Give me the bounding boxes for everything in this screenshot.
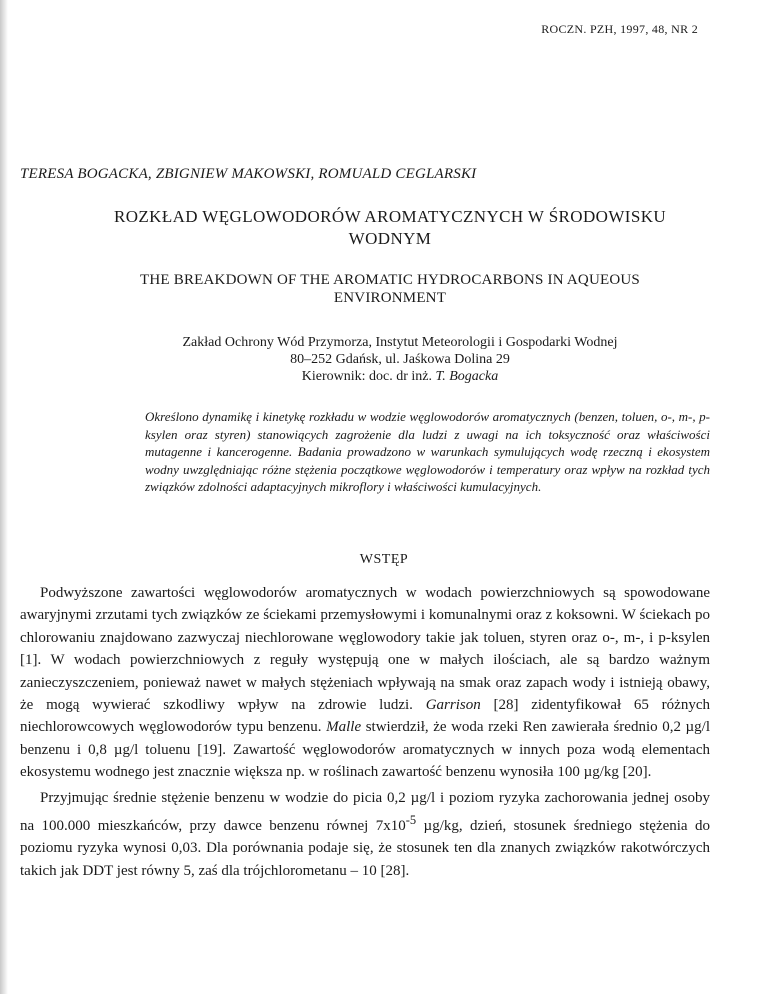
- scan-edge-shadow: [0, 0, 8, 994]
- body-text: [20, 582, 710, 882]
- paragraph-2-text-b: µg/kg, dzień, stosunek średniego stężenia do poziomu ryzyka wynosi 0,03. Dla porównania podaje się, że stosunek ten dla znanych związków rakotwórczych takich jak DDT jest równy 5, zaś dla trójchlorometanu – 10 [28].: [20, 818, 710, 879]
- exponent: -5: [405, 813, 417, 828]
- title-english: [40, 271, 740, 307]
- paragraph-2-text-a: Przyjmując średnie stężenie benzenu w wodzie do picia 0,2 µg/l i poziom ryzyka zachorowania jednej osoby na 100.000 mieszkańców, przy dawce benzenu równej 7x10: [20, 789, 710, 835]
- affiliation: [40, 334, 760, 385]
- abstract: Określono dynamikę i kinetykę rozkładu w wodzie węglowodorów aromatycznych (benzen, toluen, o-, m-, p-ksylen oraz styren) stanowiących zagrożenie dla ludzi z uwagi na ich toksyczność oraz właściwości mutagenne i kancerogenne. Badania prowadzono w warunkach symulujących wodę rzeczną i ekosystem wodny uwzględniając różne stężenia początkowe węglowodorów i temperatury oraz wpływ na rozkład tych związków zdolności adaptacyjnych mikroflory i właściwości kumulacyjnych.: [145, 409, 710, 495]
- paragraph-1-text-a: Podwyższone zawartości węglowodorów aromatycznych w wodach powierzchniowych są spowodowane awaryjnymi zrzutami tych związków ze ściekami przemysłowymi i komunalnymi oraz z koksowni. W ściekach po chlorowaniu znajdowano zazwyczaj niechlorowane węglowodory takie jak toluen, styren oraz o-, m-, i p-ksylen [1]. W wodach powierzchniowych z reguły występują one w małych ilościach, ale są bardzo ważnym zanieczyszczeniem, ponieważ nawet w małych stężeniach wpływają na smak oraz zapach wody i istnieją obawy, że mogą wywierać szkodliwy wpływ na zdrowie ludzi.: [20, 585, 710, 714]
- title-polish-line-1: ROZKŁAD WĘGLOWODORÓW AROMATYCZNYCH W ŚRODOWISKU: [113, 207, 667, 226]
- journal-header: ROCZN. PZH, 1997, 48, NR 2: [541, 22, 698, 36]
- affiliation-head-name: T. Bogacka: [435, 369, 499, 384]
- affiliation-head-prefix: Kierownik: doc. dr inż.: [301, 369, 436, 384]
- author-ref-malle: Malle: [326, 719, 362, 736]
- authors: TERESA BOGACKA, ZBIGNIEW MAKOWSKI, ROMUALD CEGLARSKI: [20, 166, 477, 182]
- paragraph-1: [20, 582, 710, 784]
- author-ref-garrison: Garrison: [425, 697, 481, 714]
- title-polish: [40, 206, 740, 250]
- title-polish-line-2: WODNYM: [348, 229, 432, 248]
- affiliation-address: 80–252 Gdańsk, ul. Jaśkowa Dolina 29: [290, 352, 510, 367]
- paragraph-2: [20, 787, 710, 883]
- affiliation-head: [40, 368, 760, 385]
- title-english-line-2: ENVIRONMENT: [333, 290, 447, 306]
- section-title: WSTĘP: [359, 552, 409, 567]
- affiliation-institute: Zakład Ochrony Wód Przymorza, Instytut Meteorologii i Gospodarki Wodnej: [182, 335, 618, 350]
- paragraph-1-text-b: [28] zidentyfikował 65 różnych niechlorowcowych węglowodorów typu benzenu.: [20, 697, 710, 736]
- paragraph-1-text-c: stwierdził, że woda rzeki Ren zawierała średnio 0,2 µg/l benzenu i 0,8 µg/l toluenu [19]. Zawartość węglowodorów aromatycznych w innych poza wodą elementach ekosystemu wodnego jest znacznie większa np. w roślinach zawartość benzenu wynosiła 100 µg/kg [20].: [20, 719, 710, 781]
- title-english-line-1: THE BREAKDOWN OF THE AROMATIC HYDROCARBONS IN AQUEOUS: [140, 272, 640, 288]
